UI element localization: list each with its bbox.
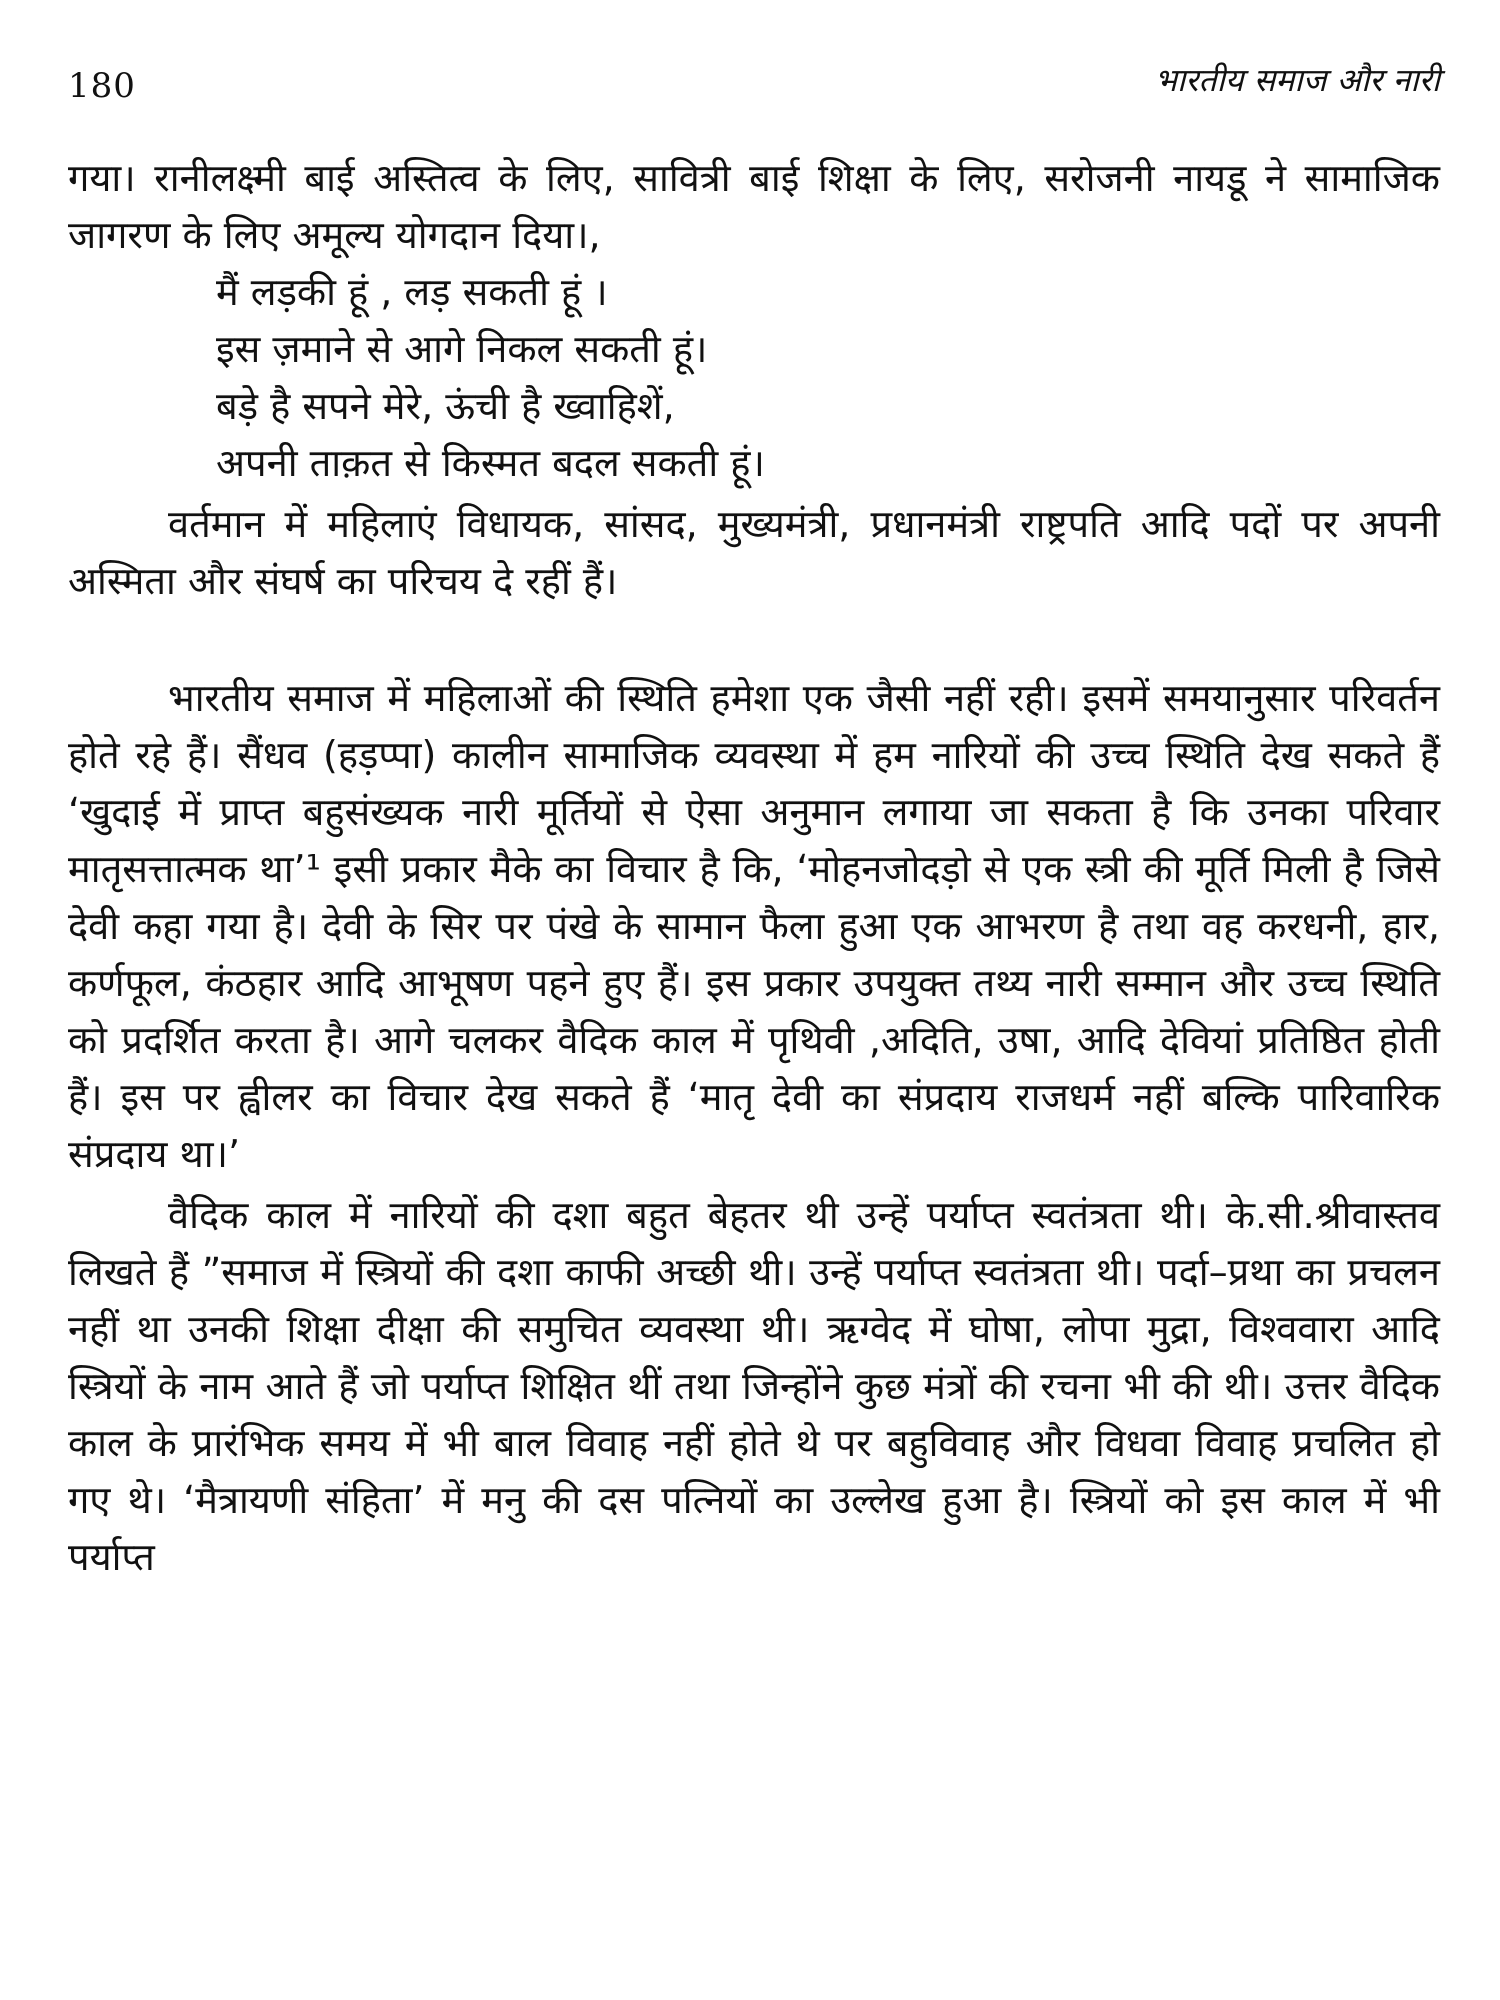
running-title: भारतीय समाज और नारी [1154, 61, 1440, 99]
poem-block [68, 264, 1440, 492]
paragraph-2: वर्तमान में महिलाएं विधायक, सांसद, मुख्यमंत्री, प्रधानमंत्री राष्ट्रपति आदि पदों पर अपनी अस्मिता और संघर्ष का परिचय दे रहीं हैं। [68, 502, 1440, 603]
section-spacer [68, 610, 1440, 670]
poem-line-1: मैं लड़की हूं , लड़ सकती हूं । [216, 270, 608, 314]
paragraph-1: गया। रानीलक्ष्मी बाई अस्तित्व के लिए, सावित्री बाई शिक्षा के लिए, सरोजनी नायडू ने सामाजिक जागरण के लिए अमूल्य योगदान दिया।, [68, 156, 1440, 257]
page-header [68, 58, 1440, 118]
body-text [68, 150, 1440, 1586]
poem-line-4: अपनी ताक़त से किस्मत बदल सकती हूं। [216, 441, 765, 485]
poem-line-3: बड़े है सपने मेरे, ऊंची है ख्वाहिशें, [216, 384, 675, 428]
paragraph-4: वैदिक काल में नारियों की दशा बहुत बेहतर थी उन्हें पर्याप्त स्वतंत्रता थी। के.सी.श्रीवास्तव लिखते हैं ”समाज में स्त्रियों की दशा काफी अच्छी थी। उन्हें पर्याप्त स्वतंत्रता थी। पर्दा–प्रथा का प्रचलन नहीं था उनकी शिक्षा दीक्षा की समुचित व्यवस्था थी। ऋग्वेद में घोषा, लोपा मुद्रा, विश्ववारा आदि स्त्रियों के नाम आते हैं जो पर्याप्त शिक्षित थीं तथा जिन्होंने कुछ मंत्रों की रचना भी की थी। उत्तर वैदिक काल के प्रारंभिक समय में भी बाल विवाह नहीं होते थे पर बहुविवाह और विधवा विवाह प्रचलित हो गए थे। ‘मैत्रायणी संहिता’ में मनु की दस पत्नियों का उल्लेख हुआ है। स्त्रियों को इस काल में भी पर्याप्त [68, 1193, 1440, 1579]
poem-line-2: इस ज़माने से आगे निकल सकती हूं। [216, 327, 708, 371]
paragraph-3: भारतीय समाज में महिलाओं की स्थिति हमेशा एक जैसी नहीं रही। इसमें समयानुसार परिवर्तन होते रहे हैं। सैंधव (हड़प्पा) कालीन सामाजिक व्यवस्था में हम नारियों की उच्च स्थिति देख सकते हैं ‘खुदाई में प्राप्त बहुसंख्यक नारी मूर्तियों से ऐसा अनुमान लगाया जा सकता है कि उनका परिवार मातृसत्तात्मक था’¹ इसी प्रकार मैके का विचार है कि, ‘मोहनजोदड़ो से एक स्त्री की मूर्ति मिली है जिसे देवी कहा गया है। देवी के सिर पर पंखे के सामान फैला हुआ एक आभरण है तथा वह करधनी, हार, कर्णफूल, कंठहार आदि आभूषण पहने हुए हैं। इस प्रकार उपयुक्त तथ्य नारी सम्मान और उच्च स्थिति को प्रदर्शित करता है। आगे चलकर वैदिक काल में पृथिवी ,अदिति, उषा, आदि देवियां प्रतिष्ठित होती हैं। इस पर ह्वीलर का विचार देख सकते हैं ‘मातृ देवी का संप्रदाय राजधर्म नहीं बल्कि पारिवारिक संप्रदाय था।’ [68, 676, 1440, 1176]
page-number: 180 [68, 66, 136, 106]
